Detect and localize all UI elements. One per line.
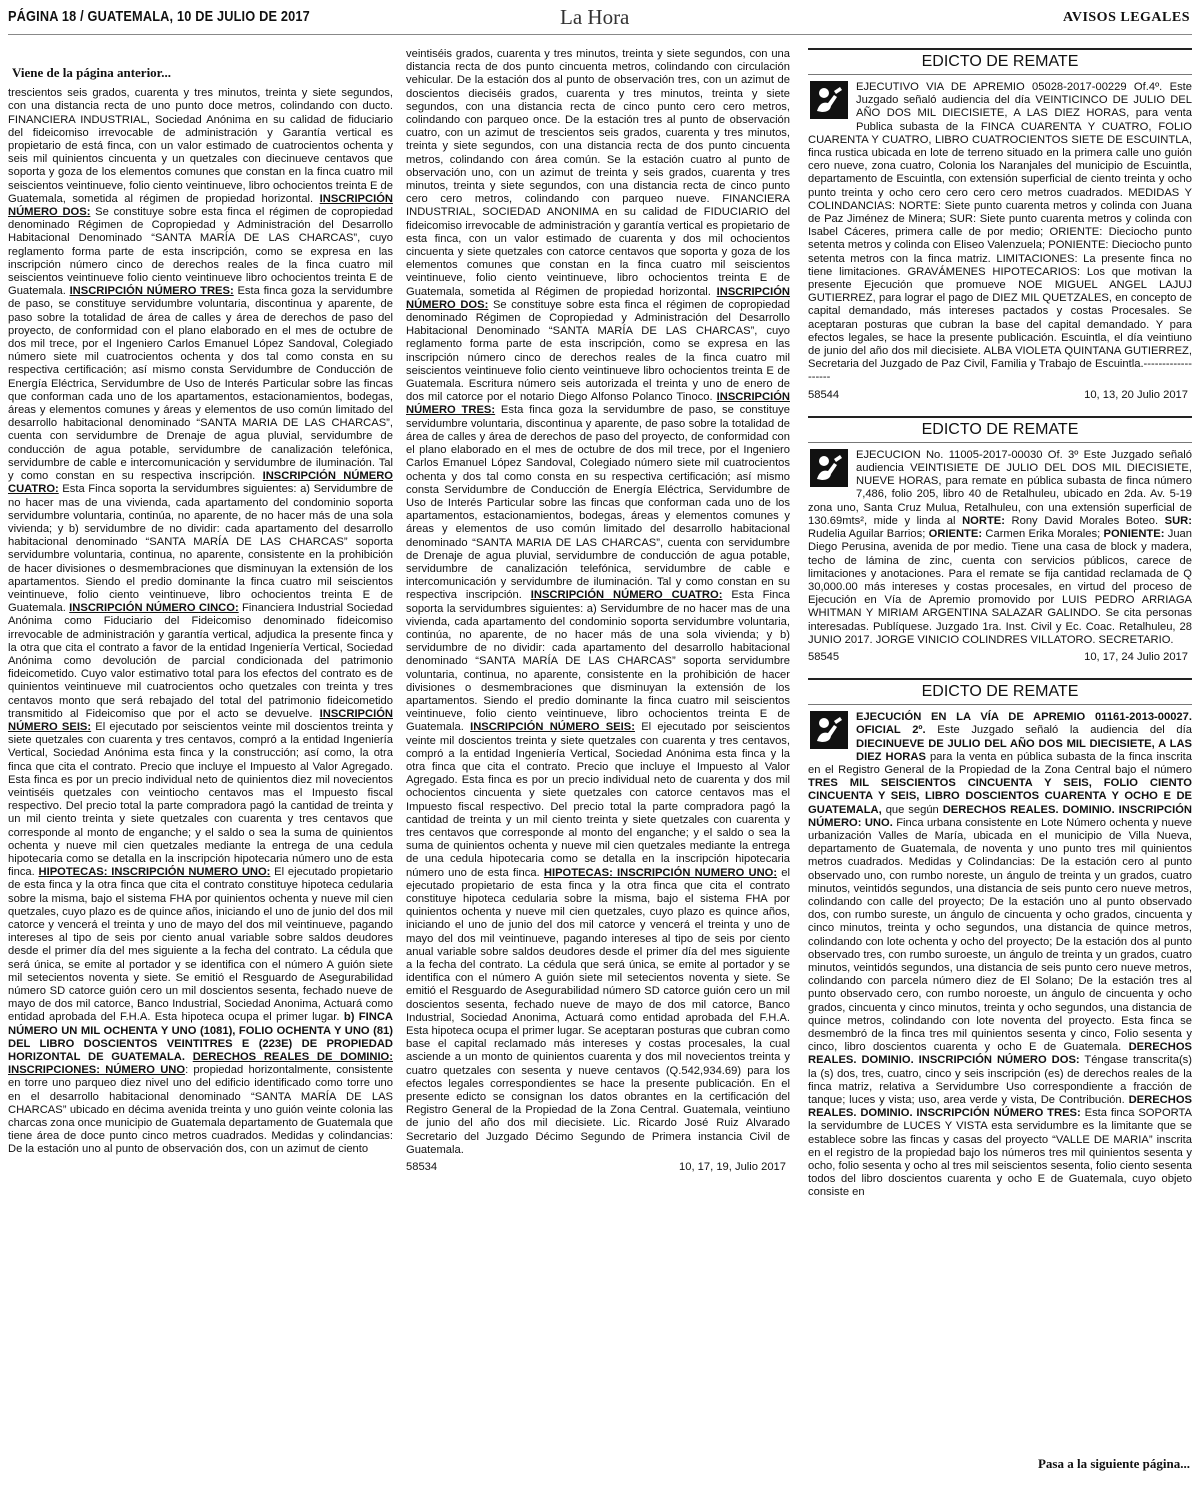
text-run: EJECUTIVO VIA DE APREMIO 05028-2017-00229 Of.4º. Este Juzgado señaló audiencia del día VEINTICINCO DE JULIO DEL AÑO DOS MIL DIECISIETE, A LAS DIEZ HORAS, para venta Publica subasta de la FINCA CUARENTA Y CUATRO, FOLIO CUARENTA Y CUATRO, LIBRO CUATROCIENTOS SIETE DE ESCUINTLA, finca rustica ubicada en lote de terreno situado en la primera calle uno guión cero nueve, zona cuatro, Colonia los Naranjales del municipio de Escuintla, departamento de Escuintla, con extensión superficial de ciento treinta y ocho punto treinta y ocho cero cero cero cero metros cuadrados. MEDIDAS Y COLINDANCIAS: NORTE: Siete punto cuarenta metros y colinda con Juana de Paz Jiménez de Minera; SUR: Siete punto cuarenta metros y colinda con Isabel Cáceres, primera calle de por medio; ORIENTE: Dieciocho punto setenta metros y colinda con Eliseo Valenzuela; PONIENTE: Dieciocho punto setenta metros con la finca matriz. LIMITACIONES: La presente finca no tiene limitaciones. GRAVÁMENES HIPOTECARIOS: Los que motivan la presente Ejecución que promueve NOE MIGUEL ANGEL LAJUJ GUTIERREZ, para lograr el pago de DIEZ MIL QUETZALES, en concepto de capital demandado, más intereses pactados y costas Procesales. Se aceptaran posturas que cubran la base del capital demandado. Y para efectos legales, se hace la presente publicación. Escuintla, el día veintiuno de junio del año dos mil diecisiete. ALBA VIOLETA QUINTANA GUTIERREZ, Secretaria del Juzgado de Paz Civil, Familia y Trabajo de Escuintla.-------------------	[808, 81, 1192, 384]
continued-on-note: Pasa a la siguiente página...	[1037, 1456, 1190, 1471]
section-heading: INSCRIPCIÓN NÚMERO DOS:	[406, 285, 790, 311]
newspaper-logo: La Hora	[560, 5, 630, 29]
col2-footer	[406, 1157, 790, 1182]
publication-dates: 10, 17, 19, Julio 2017	[679, 1161, 786, 1174]
column-3	[808, 48, 1192, 1438]
edicto-text	[808, 81, 1192, 385]
text-run: : propiedad horizontalmente, consistente en torre uno parqueo diez nivel uno del edificio identificado como torre uno en el desarrollo habitacional denominado “SANTA MARÍA DE LAS CHARCAS” ubicado en décima avenida treinta y uno guión veinte colonia las charcas zona once municipio de Guatemala departamento de Guatemala que tiene área de doce punto cinco metros cuadrados. Medidas y colindancias: De la estación uno al punto de observación dos, con un azimut de ciento	[8, 1064, 393, 1156]
text-run: Este Juzgado señaló la audiencia del día	[925, 724, 1192, 737]
header-divider	[8, 34, 1192, 35]
text-run: El ejecutado propietario de esta finca y la otra finca que cita el contrato constituye hipoteca cedularia sobre la misma, bajo el sistema FHA por quinientos ochenta y nueve mil cien quetzales, cuyo plazo es de quince años, iniciando el uno de junio del dos mil catorce y vencerá el treinta y uno de mayo del dos mil veintinueve, pagando intereses al tipo de seis por ciento anual variable sobre saldos deudores desde el primer día del mes siguiente a la fecha del contrato. La cédula que será única, se emite al portador y se identifica con el número A guión siete mil setecientos noventa y siete. Se emitió el Resguardo de Asegurabilidad número SD catorce guión cero un mil doscientos sesenta, fechado nueve de mayo de dos mil catorce, Banco Industrial, Sociedad Anonima, Actuará como entidad aprobada del F.H.A. Esta hipoteca ocupa el primer lugar.	[8, 866, 393, 1024]
bold-text: SUR:	[1164, 514, 1192, 527]
text-run: Se constituye sobre esta finca el régimen de copropiedad denominado Régimen de Copropiedad y Administración del Desarrollo Habitacional Denominado “SANTA MARÍA DE LAS CHARCAS”, cuyo reglamento forma parte de esta inscripción, como se expresa en las inscripción número cinco de derechos reales de la finca cuatro mil seiscientos veintinueve folio ciento veintinueve libro ochocientos treinta E de Guatemala.	[8, 206, 393, 298]
section-heading: DERECHOS REALES DE DOMINIO: INSCRIPCIONES: NÚMERO UNO	[8, 1051, 393, 1077]
page-number-date: PÁGINA 18 / GUATEMALA, 10 DE JULIO DE 2017	[8, 8, 310, 25]
edicto-title: EDICTO DE REMATE	[808, 680, 1192, 705]
publication-dates: 10, 13, 20 Julio 2017	[1084, 388, 1188, 401]
bold-text: PONIENTE:	[1103, 528, 1165, 541]
text-run: Finca urbana consistente en Lote Número ochenta y nueve urbanización Valles de María, ubicada en el municipio de Villa Nueva, departamento de Guatemala, de noventa y uno punto tres mil quinientos metros cuadrados. Medidas y Colindancias: De la estación cero al punto observado uno, con rumbo noreste, un ángulo de treinta y un grados, cuatro minutos, veintidós segundos, una distancia de seis punto cero nueve metros, colindando con calle del proyecto; De la estación uno al punto observado dos, con rumbo sureste, un ángulo de cincuenta y ocho grados, cincuenta y cinco minutos, treinta y ocho segundos, una distancia de quince metros, colindando con lote ochenta y ocho del proyecto; De la estación dos al punto observado tres, con rumbo suroeste, un ángulo de treinta y un grados, cuatro minutos, veintidós segundos, una distancia de seis punto cero nueve metros, colindando con parcela número diez de El Solano; De la estación tres al punto observado cero, con rumbo noroeste, un ángulo de cincuenta y ocho grados, cincuenta y cinco minutos, treinta y ocho segundos, una distancia de quince metros, colindando con lote noventa del proyecto. Esta finca se desmembró de la finca tres mil quinientos sesenta y cinco, Folio sesenta y cinco, libro doscientos cuarenta y ocho E de Guatemala.	[808, 816, 1192, 1054]
bold-text: EJECUCIÓN EN LA VÍA DE APREMIO 01161-2013-00027. OFICIAL 2º.	[856, 711, 1192, 737]
text-run: Rony David Morales Boteo.	[1004, 514, 1165, 527]
text-run: El ejecutado por seiscientos veinte mil doscientos treinta y siete quetzales con cuarenta y tres centavos, compró a la entidad Ingeniería Vertical, Sociedad Anónima esta finca y la otra finca que cita el contrato. Precio que incluye el Impuesto al Valor Agregado. Esta finca es por un precio individual neto de cuarenta y dos mil ochocientos cincuenta y siete quetzales con catorce centavos mas el Impuesto fiscal respectivo. Del precio total la parte compradora pagó la cantidad de treinta y un mil ciento treinta y siete quetzales con cuarenta y tres centavos que corresponde al monto del enganche; y el saldo o sea la suma de quinientos ochenta y nueve mil cien quetzales mediante la entrega de una cedula hipotecaria como se detalla en la inscripción hipotecaria número uno de esta finca.	[406, 721, 790, 879]
text-run: Se constituye sobre esta finca el régimen de copropiedad denominado Régimen de Copropiedad y Administración del Desarrollo Habitacional Denominado “SANTA MARÍA DE LAS CHARCAS”, cuyo reglamento forma parte de esta inscripción, como se expresa en las inscripción número cinco de derechos reales de la finca cuatro mil seiscientos veintinueve folio ciento veintinueve libro ochocientos treinta E de Guatemala. Escritura número seis autorizada el treinta y uno de enero de dos mil catorce por el notario Diego Alfonso Polanco Tinoco.	[406, 298, 790, 404]
edicto-text	[808, 449, 1192, 647]
edicto-1	[808, 48, 1192, 410]
section-title: AVISOS LEGALES	[1063, 10, 1190, 25]
text-run: Carmen Erika Morales;	[982, 528, 1104, 541]
text-run: Financiera Industrial Sociedad Anónima como Fiduciario del Fideicomiso denominado fideicomiso irrevocable de administración y garantía vertical, adjudica la presente finca y la otra que cita el contrato a favor de la entidad Ingeniería Vertical, Sociedad Anónima como devolución de parcial condicionada del patrimonio fideicometido. Cuyo valor estimativo total para los efectos del contrato es de quinientos veintinueve mil cuatrocientos ocho quetzales con treinta y tres centavos monto que será rebajado del total del patrimonio fideicometido transmitido al Fideicomiso que por el acto se devuelve.	[8, 602, 393, 720]
court-seal-icon	[810, 711, 848, 749]
text-run: veintiséis grados, cuarenta y tres minutos, treinta y siete segundos, con una distancia recta de dos punto cincuenta metros, colindando con circulación vehicular. De la estación dos al punto de observación tres, con un azimut de doscientos dieciséis grados, cuarenta y tres minutos, treinta y siete segundos, con una distancia recta de cinco punto cero cero metros, colindando con parqueo once. De la estación tres al punto de observación cuatro, con un azimut de trescientos seis grados, cuarenta y tres minutos, treinta y siete segundos, con una distancia recta de dos punto cincuenta metros, colindando con área común. Se la estación cuatro al punto de observación uno, con un azimut de treinta y seis grados, cuarenta y tres minutos, treinta y siete segundos, con una distancia recta de cinco punto cero cero metros, colindando con parqueo nueve. FINANCIERA INDUSTRIAL, SOCIEDAD ANONIMA en su calidad de FIDUCIARIO del fideicomiso irrevocable de administración y garantía vertical es propietario de esta finca, con un valor estimado de cuarenta y dos mil ochocientos cincuenta y siete quetzales con catorce centavos que soporta y goza de los elementos comunes que constan en la finca cuatro mil seiscientos veintinueve, folio ciento veintinueve, libro ochocientos treinta E de Guatemala, sometida al Régimen de propiedad horizontal.	[406, 48, 790, 298]
section-heading: HIPOTECAS: INSCRIPCIÓN NUMERO UNO:	[38, 866, 271, 879]
section-heading: INSCRIPCIÓN NÚMERO SEIS:	[470, 721, 635, 734]
text-run: Esta finca goza la servidumbre de paso, se constituye servidumbre voluntaria, discontinua y aparente, de paso sobre la totalidad de área de calles y área de derechos de paso del proyecto, de conformidad con el plano elaborado en el mes de octubre de dos mil trece, por el Ingeniero Carlos Emanuel López Sandoval, Colegiado número siete mil cuatrocientos ochenta y dos tal como consta en su respectiva certificación; así mismo consta Servidumbre de Conducción de Energía Eléctrica, Servidumbre de Uso de Interés Particular sobre las fincas que conforman cada uno de los apartamentos, estacionamientos, bodegas, áreas y elementos comunes y áreas y elementos de uso común limitado del desarrollo habitacional denominado “SANTA MARIA DE LAS CHARCAS”, cuenta con servidumbre de Drenaje de agua pluvial, servidumbre de conducción de agua potable, servidumbre de canalización telefónica, servidumbre de cable e intercomunicación y servidumbre de iluminación. Tal y como constan en su respectiva inscripción.	[8, 285, 393, 483]
bold-text: DERECHOS REALES. DOMINIO. INSCRIPCIÓN NÚMERO: UNO.	[808, 803, 1192, 829]
text-run: Rudelia Aguilar Barrios;	[808, 528, 929, 541]
edicto-2	[808, 416, 1192, 672]
text-run	[185, 1051, 193, 1063]
text-run: Esta finca SOPORTA la servidumbre de LUCES Y VISTA esta servidumbre es la limitante que se establece sobre las fincas y casas del proyecto “VALLE DE MARIA” inscrita en el registro de la propiedad bajo los números tres mil quinientos sesenta y ocho, folio sesenta y ocho al tres mil seiscientos sesenta, folio ciento sesenta todos del libro doscientos cuarenta y ocho E de Guatemala, cuyo objeto consiste en	[808, 1107, 1192, 1199]
section-heading: INSCRIPCIÓN NÚMERO DOS:	[8, 192, 393, 219]
text-run: para la venta en pública subasta de la finca inscrita en el Registro General de la Propiedad de la Zona Central bajo el número	[808, 750, 1192, 776]
section-heading: INSCRIPCIÓN NÚMERO CUATRO:	[530, 589, 723, 602]
court-seal-icon	[810, 449, 848, 487]
text-run: EJECUCION No. 11005-2017-00030 Of. 3º Este Juzgado señaló audiencia VEINTISIETE DE JULIO DEL DOS MIL DIECISIETE, NUEVE HORAS, para remate en pública subasta de finca número 7,486, folio 205, libro 40 de Retalhuleu, ubicado en 2da. Av. 5-19 zona uno, Santa Cruz Mulua, Retalhuleu, con una extensión superficial de 130.69mts², mide y linda al	[808, 448, 1192, 527]
page-header	[0, 0, 1200, 40]
edicto-title: EDICTO DE REMATE	[808, 418, 1192, 443]
bold-text: DERECHOS REALES. DOMINIO. INSCRIPCIÓN NÚMERO DOS:	[808, 1041, 1192, 1067]
bold-text: NORTE:	[962, 514, 1005, 527]
ad-id: 58534	[406, 1161, 438, 1174]
continued-from-note: Viene de la página anterior...	[12, 65, 172, 80]
text-run: Esta finca goza la servidumbre de paso, se constituye servidumbre voluntaria, discontinua y aparente, de paso sobre la totalidad de área de calles y área de derechos de paso del proyecto, de conformidad con el plano elaborado en el mes de octubre de dos mil trece, por el Ingeniero Carlos Emanuel López Sandoval, Colegiado número siete mil cuatrocientos ochenta y dos tal como consta en su respectiva certificación; así mismo consta Servidumbre de Conducción de Energía Eléctrica, Servidumbre de Uso de Interés Particular sobre las fincas que conforman cada uno de los apartamentos, estacionamientos, bodegas, áreas y elementos comunes y áreas y elementos de uso común limitado del desarrollo habitacional denominado “SANTA MARIA DE LAS CHARCAS”, cuenta con servidumbre de Drenaje de agua pluvial, servidumbre de conducción de agua potable, servidumbre de canalización telefónica, servidumbre de cable e intercomunicación y servidumbre de iluminación. Tal y como constan en su respectiva inscripción.	[406, 404, 790, 602]
column-2	[406, 48, 790, 1488]
section-heading: INSCRIPCIÓN NÚMERO TRES:	[69, 285, 234, 298]
section-heading: INSCRIPCIÓN NÚMERO CINCO:	[69, 602, 239, 615]
text-run: El ejecutado por seiscientos veinte mil doscientos treinta y siete quetzales con cuarenta y tres centavos, compró a la entidad Ingeniería Vertical, Sociedad Anónima esta finca y la construcción; así como, la otra finca que cita el contrato. Precio que incluye el Impuesto al Valor Agregado. Esta finca es por un precio individual neto de quinientos diez mil novecientos veintiséis quetzales con veintiocho centavos mas el Impuesto fiscal respectivo. Del precio total la parte compradora pagó la cantidad de treinta y un mil ciento treinta y siete quetzales con cuarenta y tres centavos que corresponde al monto de enganche; y el saldo o sea la suma de quinientos ochenta y nueve mil cien quetzales mediante la entrega de una cedula hipotecaria como se detalla en la inscripción hipotecaria número uno de esta finca.	[8, 720, 393, 879]
ad-id: 58545	[808, 650, 840, 663]
text-run: el ejecutado propietario de esta finca y la otra finca que cita el contrato constituye hipoteca cedularia sobre la misma, bajo el sistema FHA por quinientos ochenta y nueve mil cien quetzales, cuyo plazo es quince años, iniciando el uno de junio del dos mil catorce y vencerá el treinta y uno de mayo del dos mil veintinueve, pagando intereses al tipo de seis por ciento anual variable sobre saldos deudores desde el primer día del mes siguiente a la fecha del contrato. La cédula que será única, se emite al portador y se identifica con el número A guión siete mil setecientos noventa y siete. Se emitió el Resguardo de Asegurabilidad número SD catorce guión cero un mil doscientos sesenta, fechado nueve de mayo de dos mil catorce, Banco Industrial, Sociedad Anonima, Actuará como entidad aprobada del F.H.A. Esta hipoteca ocupa el primer lugar. Se aceptaran posturas que cubran como base el capital reclamado más intereses y costas procesales, la cual asciende a un monto de quinientos cuarenta y dos mil novecientos treinta y cuatro quetzales con sesenta y nueve centavos (Q.542,934.69) para los efectos legales correspondientes se hace la presente publicación. En el presente edicto se consignan los datos obrantes en la certificación del Registro General de la Propiedad de la Zona Central. Guatemala, veintiuno de junio del año dos mil diecisiete. Lic. Ricardo José Ruiz Alvarado Secretario del Juzgado Décimo Segundo de Primera instancia Civil de Guatemala.	[406, 866, 790, 1156]
text-run: Esta Finca soporta la servidumbres siguientes: a) Servidumbre de no hacer mas de una vivienda, cada apartamento del condominio soporta servidumbre voluntaria, continúa, no aparente, de no hacer más de una sola vivienda; y b) servidumbre de no dividir: cada apartamento del desarrollo habitacional denominado “SANTA MARÍA DE LAS CHARCAS” soporta servidumbre voluntaria, continua, no aparente, consistente en la prohibición de hacer divisiones o desmembraciones que disminuyan la extensión de los apartamentos. Siendo el predio dominante la finca cuatro mil seiscientos veintinueve, folio ciento veintinueve, libro ochocientos treinta E de Guatemala.	[8, 483, 393, 615]
section-heading: INSCRIPCIÓN NÚMERO SEIS:	[8, 707, 393, 733]
edicto-footer	[808, 385, 1192, 410]
col2-text	[406, 48, 790, 1157]
column-1	[8, 48, 393, 1488]
bold-text: b) FINCA NÚMERO UN MIL OCHENTA Y UNO (1081), FOLIO OCHENTA Y UNO (81) DEL LIBRO DOSCIENTOS VEINTITRES E (223E) DE PROPIEDAD HORIZONTAL DE GUATEMALA.	[8, 1011, 393, 1064]
ad-id: 58544	[808, 388, 840, 401]
edicto-title: EDICTO DE REMATE	[808, 50, 1192, 75]
text-run: Téngase transcrita(s) la (s) dos, tres, cuatro, cinco y seis inscripción (es) de derechos reales de la finca matriz, relativa a Servidumbre Uso correspondiente a fracción de tanque; luces y vista; uso, area verde y vista, De Contribución.	[808, 1054, 1192, 1107]
edicto-3	[808, 678, 1192, 1200]
text-run: que según	[881, 803, 943, 816]
text-run: Juan Diego Perusina, avenida de por medio. Tiene una casa de block y madera, techo de lámina de zinc, cuenta con servicios públicos, carece de limitaciones y anotaciones. Para el remate se fija cantidad reclamada de Q 30,000.00 más intereses y costas procesales, en virtud del proceso de Ejecución en Vía de Apremio promovido por LUIS PEDRO ARRIAGA WHITMAN Y MIRIAM ARGENTINA SALAZAR GALINDO. Se cita personas interesadas. Publíquese. Juzgado 1ra. Inst. Civil y Ec. Coac. Retalhuleu, 28 JUNIO 2017. JORGE VINICIO COLINDRES VILLATORO. SECRETARIO.	[808, 528, 1192, 646]
edicto-text	[808, 711, 1192, 1200]
edicto-footer	[808, 647, 1192, 672]
section-heading: INSCRIPCIÓN NÚMERO TRES:	[406, 391, 790, 417]
publication-dates: 10, 17, 24 Julio 2017	[1084, 650, 1188, 663]
text-run: trescientos seis grados, cuarenta y tres minutos, treinta y siete segundos, con una distancia recta de uno punto doce metros, colindando con ducto. FINANCIERA INDUSTRIAL, Sociedad Anónima en su calidad de fiduciario del fideicomiso irrevocable de administración y Garantía vertical es propietario de está finca, con un valor estimado de cuatrocientos ochenta y seis mil quinientos cincuenta y un quetzales con diecinueve centavos que soporta y goza de los elementos comunes que constan en la finca cuatro mil seiscientos veintinueve, folio ciento veintinueve, libro ochocientos treinta E de Guatemala, sometida al régimen de propiedad horizontal.	[8, 87, 393, 205]
text-run: Esta Finca soporta la servidumbres siguientes: a) Servidumbre de no hacer mas de una vivienda, cada apartamento del condominio soporta servidumbre voluntaria, continúa, no aparente, de no hacer más de una sola vivienda; y b) servidumbre de no dividir: cada apartamento del desarrollo habitacional denominado “SANTA MARÍA DE LAS CHARCAS” soporta servidumbre voluntaria, continua, no aparente, consistente en la prohibición de hacer divisiones o desmembraciones que disminuyan la extensión de los apartamentos. Siendo el predio dominante la finca cuatro mil seiscientos veintinueve, folio ciento veintinueve, libro ochocientos treinta E de Guatemala.	[406, 589, 790, 734]
section-heading: INSCRIPCIÓN NÚMERO CUATRO:	[8, 470, 393, 496]
bold-text: TRES MIL SEISCIENTOS CINCUENTA Y SEIS, FOLIO CIENTO CINCUENTA Y SEIS, LIBRO DOSCIENTOS CUARENTA Y OCHO E DE GUATEMALA,	[808, 777, 1192, 816]
bold-text: DIECINUEVE DE JULIO DEL AÑO DOS MIL DIECISIETE, A LAS DIEZ HORAS	[856, 737, 1192, 763]
col1-text	[8, 87, 393, 1156]
section-heading: HIPOTECAS: INSCRIPCIÓN NUMERO UNO:	[543, 866, 778, 879]
court-seal-icon	[810, 81, 848, 119]
bold-text: ORIENTE:	[928, 528, 983, 541]
bold-text: DERECHOS REALES. DOMINIO. INSCRIPCIÓN NÚMERO TRES:	[808, 1094, 1192, 1120]
